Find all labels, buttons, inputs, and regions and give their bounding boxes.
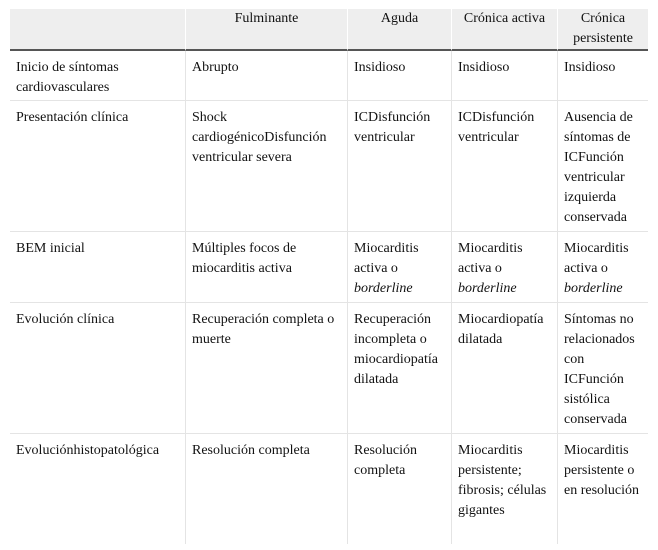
table-row [10, 51, 648, 101]
table-cell: Miocarditis persistente o en resolución [557, 434, 648, 544]
header-cronica-activa: Crónica activa [451, 9, 557, 51]
cell-italic: borderline [354, 281, 413, 296]
row-label: BEM inicial [10, 232, 185, 303]
cell-text: Miocarditis activa o [564, 241, 629, 276]
table-cell: Insidioso [451, 51, 557, 101]
table-cell: Recuperación completa o muerte [185, 303, 347, 434]
row-label: Evolución clínica [10, 303, 185, 434]
table-cell: Ausencia de síntomas de ICFunción ventricular izquierda conservada [557, 101, 648, 232]
table-cell: Insidioso [347, 51, 451, 101]
table-cell: Resolución completa [347, 434, 451, 544]
header-cronica-persistente: Crónica persistente [557, 9, 648, 51]
table-cell [557, 232, 648, 303]
header-aguda: Aguda [347, 9, 451, 51]
table-row [10, 434, 648, 544]
table-cell [451, 232, 557, 303]
row-label: Evoluciónhistopatológica [16, 443, 160, 458]
table-cell: ICDisfunción ventricular [347, 101, 451, 232]
header-row [10, 9, 648, 51]
table-cell: Shock cardiogénicoDisfunción ventricular severa [185, 101, 347, 232]
row-label: Presentación clínica [10, 101, 185, 232]
cell-text: Miocarditis activa o [354, 241, 419, 276]
cell-italic: borderline [458, 281, 517, 296]
cell-italic: borderline [564, 281, 623, 296]
row-label: Inicio de síntomas cardiovasculares [10, 51, 185, 101]
table-cell: Resolución completa [185, 434, 347, 544]
table-cell: Abrupto [185, 51, 347, 101]
table-cell [347, 232, 451, 303]
table-row [10, 303, 648, 434]
header-fulminante: Fulminante [185, 9, 347, 51]
table-cell: Insidioso [557, 51, 648, 101]
myocarditis-classification-table [10, 9, 648, 544]
table-cell: Múltiples focos de miocarditis activa [185, 232, 347, 303]
header-corner [10, 9, 185, 51]
table-cell: Recuperación incompleta o miocardiopatía dilatada [347, 303, 451, 434]
table-row [10, 101, 648, 232]
table-cell: ICDisfunción ventricular [451, 101, 557, 232]
table-cell: Miocarditis persistente; fibrosis; células gigantes [451, 434, 557, 544]
table-cell: Síntomas no relacionados con ICFunción sistólica conservada [557, 303, 648, 434]
cell-text: Miocarditis activa o [458, 241, 523, 276]
table-cell: Miocardiopatía dilatada [451, 303, 557, 434]
table-row [10, 232, 648, 303]
